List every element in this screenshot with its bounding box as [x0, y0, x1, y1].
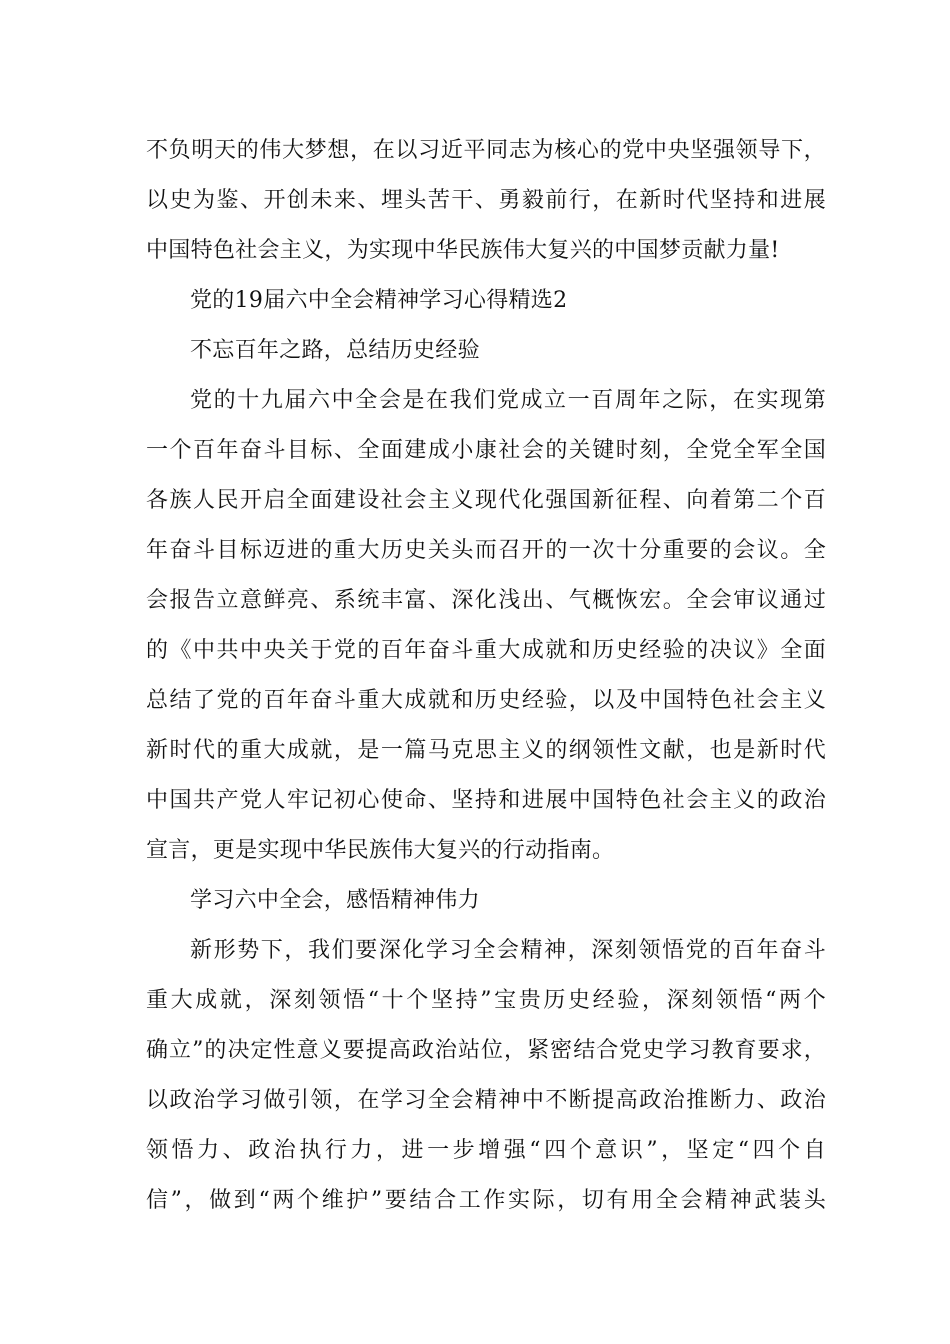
- paragraph-line: 新时代的重大成就，是一篇马克思主义的纲领性文献，也是新时代: [146, 738, 826, 763]
- paragraph-line: 各族人民开启全面建设社会主义现代化强国新征程、向着第二个百: [146, 488, 826, 513]
- paragraph-line: 党的十九届六中全会是在我们党成立一百周年之际，在实现第: [190, 388, 826, 413]
- paragraph-line: 确立”的决定性意义要提高政治站位，紧密结合党史学习教育要求，: [146, 1038, 826, 1063]
- section-title: 党的19届六中全会精神学习心得精选2: [190, 288, 568, 313]
- paragraph-line: 中国共产党人牢记初心使命、坚持和进展中国特色社会主义的政治: [146, 788, 826, 813]
- paragraph-line: 以政治学习做引领，在学习全会精神中不断提高政治推断力、政治: [146, 1088, 826, 1113]
- paragraph-line: 信”，做到“两个维护”要结合工作实际，切有用全会精神武装头: [146, 1188, 826, 1213]
- paragraph-line: 领悟力、政治执行力，进一步增强“四个意识”，坚定“四个自: [146, 1138, 826, 1163]
- paragraph-line: 重大成就，深刻领悟“十个坚持”宝贵历史经验，深刻领悟“两个: [146, 988, 826, 1013]
- paragraph-line: 总结了党的百年奋斗重大成就和历史经验，以及中国特色社会主义: [146, 688, 826, 713]
- section-heading: 不忘百年之路，总结历史经验: [190, 338, 480, 363]
- paragraph-line: 宣言，更是实现中华民族伟大复兴的行动指南。: [146, 838, 615, 863]
- section-heading: 学习六中全会，感悟精神伟力: [190, 888, 480, 913]
- paragraph-line: 不负明天的伟大梦想，在以习近平同志为核心的党中央坚强领导下，: [146, 138, 826, 163]
- paragraph-line: 的《中共中央关于党的百年奋斗重大成就和历史经验的决议》全面: [146, 638, 826, 663]
- paragraph-line: 以史为鉴、开创未来、埋头苦干、勇毅前行，在新时代坚持和进展: [146, 188, 826, 213]
- paragraph-line: 年奋斗目标迈进的重大历史关头而召开的一次十分重要的会议。全: [146, 538, 826, 563]
- paragraph-line: 会报告立意鲜亮、系统丰富、深化浅出、气概恢宏。全会审议通过: [146, 588, 826, 613]
- paragraph-line: 新形势下，我们要深化学习全会精神，深刻领悟党的百年奋斗: [190, 938, 826, 963]
- paragraph-line: 一个百年奋斗目标、全面建成小康社会的关键时刻，全党全军全国: [146, 438, 826, 463]
- paragraph-line: 中国特色社会主义，为实现中华民族伟大复兴的中国梦贡献力量!: [146, 238, 780, 263]
